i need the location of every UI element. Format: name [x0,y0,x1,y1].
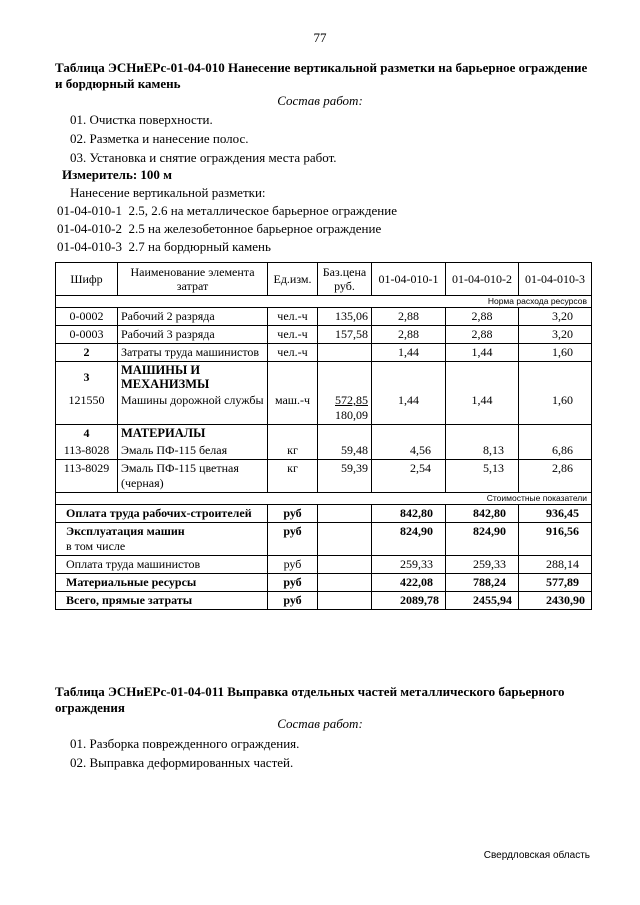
table-title: Таблица ЭСНиЕРс-01-04-011 Выправка отдельных частей металлического барьерного ограждения [55,684,565,715]
cell-value: 2,88 [372,308,446,326]
cell-value: 1,44 [446,392,519,425]
cell-value: 5,13 [446,460,519,493]
table-row [56,505,592,523]
cell-value: 3,20 [519,308,592,326]
cost-value: 577,89 [519,574,592,592]
cost-value: 842,80 [446,505,519,523]
norms-table [55,262,592,610]
cell-value: 1,44 [446,344,519,362]
code-number: 01-04-010-3 [57,239,122,254]
cell-value: 2,86 [519,460,592,493]
cell-name: Машины дорожной службы [118,392,268,425]
meter-description: Нанесение вертикальной разметки: [70,185,266,200]
table-header-row [56,263,592,296]
code-description: 2.5 на железобетонное барьерное ограждение [128,221,382,236]
cell-cipher: 3 [56,362,118,393]
cost-unit: руб [268,523,318,556]
cost-name: Оплата труда рабочих-строителей [56,505,268,523]
code-item [57,221,381,237]
code-description: 2.7 на бордюрный камень [128,239,271,254]
cost-value: 259,33 [372,556,446,574]
cell-value: 3,20 [519,326,592,344]
price-value-secondary: 180,09 [335,408,368,422]
cost-unit: руб [268,574,318,592]
cell-value: 2,88 [372,326,446,344]
cell-value: 4,56 [372,442,446,460]
cost-value: 288,14 [519,556,592,574]
cost-value: 824,90 [372,523,446,556]
header-cipher: Шифр [56,263,118,296]
code-item [57,239,271,255]
composition-heading: Состав работ: [277,716,363,731]
cost-note: Стоимостные показатели [56,493,592,505]
code-description: 2.5, 2.6 на металлическое барьерное ограждение [128,203,397,218]
header-unit: Ед.изм. [268,263,318,296]
cost-value: 916,56 [519,523,592,556]
cell-value: 2,88 [446,308,519,326]
table-row [56,344,592,362]
cell-name: Рабочий 2 разряда [118,308,268,326]
cell-unit: маш.-ч [268,392,318,425]
cell-section: МАТЕРИАЛЫ [118,425,268,443]
cell-value: 1,60 [519,392,592,425]
cell-price [318,344,372,362]
table-title: Таблица ЭСНиЕРс-01-04-010 Нанесение вертикальной разметки на барьерное ограждение и бордюрный камень [55,60,588,91]
cost-value: 422,08 [372,574,446,592]
cost-value: 2430,90 [519,592,592,610]
cell-cipher: 113-8029 [56,460,118,493]
cell-unit: кг [268,442,318,460]
cell-name: Рабочий 3 разряда [118,326,268,344]
cell-unit: чел.-ч [268,326,318,344]
cell-cipher: 113-8028 [56,442,118,460]
cell-cipher: 0-0003 [56,326,118,344]
cost-name: Оплата труда машинистов [56,556,268,574]
cell-section: МАШИНЫ И МЕХАНИЗМЫ [118,362,268,393]
cost-name: Материальные ресурсы [56,574,268,592]
header-col3: 01-04-010-3 [519,263,592,296]
cost-value: 259,33 [446,556,519,574]
cost-subnote: в том числе [66,539,126,553]
cell-value: 1,44 [372,344,446,362]
table-row [56,592,592,610]
cell-name: Эмаль ПФ-115 белая [118,442,268,460]
cell-name: Эмаль ПФ-115 цветная (черная) [118,460,268,493]
price-value: 572,85 [335,393,368,407]
cost-name-cell [56,523,268,556]
meter-label: Измеритель: 100 м [62,167,173,182]
page-number: 77 [313,30,327,45]
table-row [56,556,592,574]
cell-value: 8,13 [446,442,519,460]
cell-cipher: 121550 [56,392,118,425]
table-row [56,326,592,344]
header-col2: 01-04-010-2 [446,263,519,296]
cell-cipher: 2 [56,344,118,362]
cell-value: 1,60 [519,344,592,362]
cost-name: Всего, прямые затраты [56,592,268,610]
composition-heading: Состав работ: [277,93,363,108]
code-number: 01-04-010-1 [57,203,122,218]
cell-price: 135,06 [318,308,372,326]
work-item: 01. Разборка поврежденного ограждения. [70,736,300,751]
cell-price: 157,58 [318,326,372,344]
cell-value: 1,44 [372,392,446,425]
footer-region: Свердловская область [483,850,590,861]
cell-price: 59,39 [318,460,372,493]
table-row [56,442,592,460]
table-row [56,523,592,556]
table-row [56,574,592,592]
table-row [56,460,592,493]
work-item: 02. Разметка и нанесение полос. [70,131,249,146]
cost-value: 788,24 [446,574,519,592]
cell-unit: чел.-ч [268,344,318,362]
header-name: Наименование элемента затрат [118,263,268,296]
cell-name: Затраты труда машинистов [118,344,268,362]
cell-price: 59,48 [318,442,372,460]
cost-unit: руб [268,592,318,610]
cost-unit: руб [268,556,318,574]
code-item [57,203,397,219]
work-item: 01. Очистка поверхности. [70,112,213,127]
cost-unit: руб [268,505,318,523]
cost-value: 2455,94 [446,592,519,610]
table-row [56,425,592,443]
cost-name: Эксплуатация машин [66,524,185,538]
cost-value: 2089,78 [372,592,446,610]
cell-price [318,392,372,425]
norm-note: Норма расхода ресурсов [56,296,592,308]
cell-value: 6,86 [519,442,592,460]
cell-value: 2,54 [372,460,446,493]
cell-value: 2,88 [446,326,519,344]
cell-unit: кг [268,460,318,493]
header-col1: 01-04-010-1 [372,263,446,296]
cell-unit: чел.-ч [268,308,318,326]
table-row [56,392,592,425]
header-price: Баз.цена руб. [318,263,372,296]
work-item: 03. Установка и снятие ограждения места работ. [70,150,337,165]
code-number: 01-04-010-2 [57,221,122,236]
cost-value: 824,90 [446,523,519,556]
work-item: 02. Выправка деформированных частей. [70,755,294,770]
cell-cipher: 0-0002 [56,308,118,326]
table-row [56,308,592,326]
cell-cipher: 4 [56,425,118,443]
cost-value: 936,45 [519,505,592,523]
table-row [56,362,592,393]
cost-value: 842,80 [372,505,446,523]
